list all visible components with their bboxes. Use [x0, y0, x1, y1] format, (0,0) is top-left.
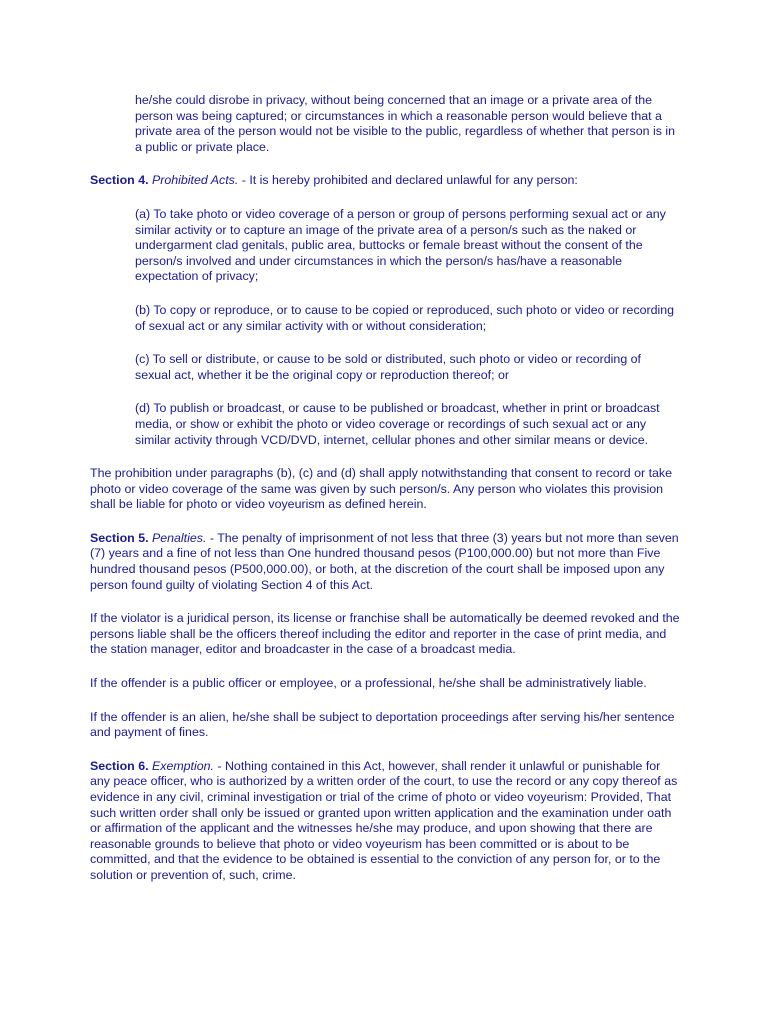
- list-item-a: (a) To take photo or video coverage of a person or group of persons performing sexual act or any similar activity or to capture an image of the private area of a person/s such as the naked or undergarment clad genitals, public area, buttocks or female breast without the consent of the person/s involved and under circumstances in which the person/s has/have a reasonable expectation of privacy;: [135, 206, 666, 284]
- public-officer-paragraph: If the offender is a public officer or employee, or a professional, he/she shall be administratively liable.: [90, 676, 647, 691]
- section-4-label: Section 4.: [90, 173, 149, 188]
- section-5-paragraph: [90, 531, 680, 593]
- section-5-text: - The penalty of imprisonment of not less that three (3) years but not more than seven (7) years and a fine of not less than One hundred thousand pesos (P100,000.00) but not more than Five hundred thousand pesos (P500,000.00), or both, at the discretion of the court shall be imposed upon any person found guilty of violating Section 4 of this Act.: [90, 530, 679, 592]
- section-5-label: Section 5.: [90, 530, 149, 545]
- document-page: [90, 93, 680, 902]
- section-6-label: Section 6.: [90, 758, 149, 773]
- section-4-heading: [90, 173, 680, 189]
- section-6-text: - Nothing contained in this Act, however, shall render it unlawful or punishable for any peace officer, who is authorized by a written order of the court, to use the record or any copy thereof as evidence in any civil, criminal investigation or trial of the crime of photo or video voyeurism: Provided, That such written order shall only be issued or granted upon written application and the examination under oath or affirmation of the applicant and the witnesses he/she may produce, and upon showing that there are reasonable grounds to believe that photo or video voyeurism has been committed or is about to be committed, and that the evidence to be obtained is essential to the conviction of any person for, or to the solution or prevention of, such, crime.: [90, 758, 678, 882]
- section-6-title: Exemption.: [151, 758, 214, 773]
- alien-paragraph: If the offender is an alien, he/she shall be subject to deportation proceedings after serving his/her sentence and payment of fines.: [90, 709, 675, 740]
- section-4-title: Prohibited Acts.: [151, 173, 239, 188]
- section-6-paragraph: [90, 759, 680, 884]
- prohibition-paragraph: The prohibition under paragraphs (b), (c) and (d) shall apply notwithstanding that consent to record or take photo or video coverage of the same was given by such person/s. Any person who violates this provision shall be liable for photo or video voyeurism as defined herein.: [90, 466, 672, 512]
- juridical-person-paragraph: If the violator is a juridical person, its license or franchise shall be automatically be deemed revoked and the persons liable shall be the officers thereof including the editor and reporter in the case of print media, and the station manager, editor and broadcaster in the case of a broadcast media.: [90, 611, 680, 657]
- section-5-title: Penalties.: [151, 530, 207, 545]
- section-4-text: - It is hereby prohibited and declared unlawful for any person:: [238, 173, 578, 188]
- list-item-b: (b) To copy or reproduce, or to cause to be copied or reproduced, such photo or video or recording of sexual act or any similar activity with or without consideration;: [135, 302, 675, 333]
- continuation-paragraph: he/she could disrobe in privacy, without being concerned that an image or a private area of the person was being captured; or circumstances in which a reasonable person would believe that a private area of the person would not be visible to the public, regardless of whether that person is in a public or private place.: [135, 93, 675, 154]
- list-item-c: (c) To sell or distribute, or cause to be sold or distributed, such photo or video or recording of sexual act, whether it be the original copy or reproduction thereof; or: [135, 352, 641, 382]
- list-item-d: (d) To publish or broadcast, or cause to be published or broadcast, whether in print or broadcast media, or show or exhibit the photo or video coverage or recordings of such sexual act or any similar activity through VCD/DVD, internet, cellular phones and other similar means or device.: [135, 401, 660, 447]
